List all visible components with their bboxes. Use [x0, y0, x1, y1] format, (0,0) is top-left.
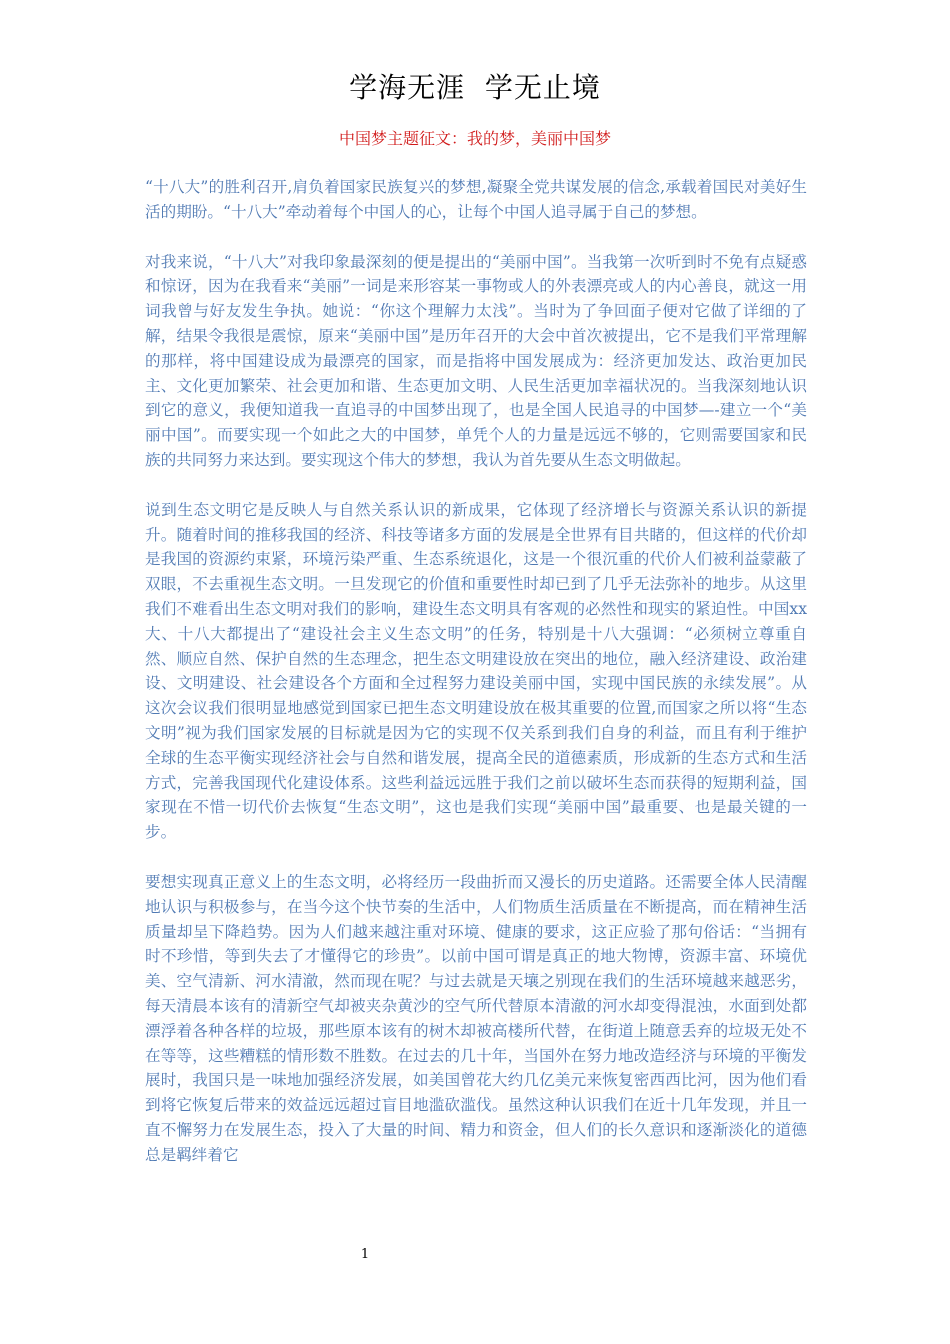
paragraph: 对我来说，“十八大”对我印象最深刻的便是提出的“美丽中国”。当我第一次听到时不免有点疑惑和惊讶，因为在我看来“美丽”一词是来形容某一事物或人的外表漂亮或人的内心善良，就这一用词我曾与好友发生争执。她说：“你这个理解力太浅”。当时为了争回面子便对它做了详细的了解，结果令我很是震惊，原来“美丽中国”是历年召开的大会中首次被提出，它不是我们平常理解的那样，将中国建设成为最漂亮的国家，而是指将中国发展成为：经济更加发达、政治更加民主、文化更加繁荣、社会更加和谐、生态更加文明、人民生活更加幸福状况的。当我深刻地认识到它的意义，我便知道我一直追寻的中国梦出现了，也是全国人民追寻的中国梦—-建立一个“美丽中国”。而要实现一个如此之大的中国梦，单凭个人的力量是远远不够的，它则需要国家和民族的共同努力来达到。要实现这个伟大的梦想，我认为首先要从生态文明做起。 [145, 252, 807, 469]
paragraph: “十八大”的胜利召开,肩负着国家民族复兴的梦想,凝聚全党共谋发展的信念,承载着国民对美好生活的期盼。“十八大”牵动着每个中国人的心，让每个中国人追寻属于自己的梦想。 [145, 178, 807, 221]
document-body [145, 175, 807, 1192]
page-number: 1 [360, 1247, 370, 1262]
document-title: 中国梦主题征文：我的梦，美丽中国梦 [338, 129, 611, 148]
header-title: 学海无涯 学无止境 [349, 71, 601, 104]
paragraph: 要想实现真正意义上的生态文明，必将经历一段曲折而又漫长的历史道路。还需要全体人民清醒地认识与积极参与，在当今这个快节奏的生活中，人们物质生活质量在不断提高，而在精神生活质量却呈下降趋势。因为人们越来越注重对环境、健康的要求，这正应验了那句俗话：“当拥有时不珍惜，等到失去了才懂得它的珍贵”。以前中国可谓是真正的地大物博，资源丰富、环境优美、空气清新、河水清澈，然而现在呢？与过去就是天壤之别现在我们的生活环境越来越恶劣，每天清晨本该有的清新空气却被夹杂黄沙的空气所代替原本清澈的河水却变得混浊，水面到处都漂浮着各种各样的垃圾，那些原本该有的树木却被高楼所代替，在街道上随意丢弃的垃圾无处不在等等，这些糟糕的情形数不胜数。在过去的几十年，当国外在努力地改造经济与环境的平衡发展时，我国只是一味地加强经济发展，如美国曾花大约几亿美元来恢复密西西比河，因为他们看到将它恢复后带来的效益远远超过盲目地滥砍滥伐。虽然这种认识我们在近十几年发现，并且一直不懈努力在发展生态，投入了大量的时间、精力和资金，但人们的长久意识和逐渐淡化的道德总是羁绊着它 [145, 872, 807, 1164]
paragraph: 说到生态文明它是反映人与自然关系认识的新成果，它体现了经济增长与资源关系认识的新提升。随着时间的推移我国的经济、科技等诸多方面的发展是全世界有目共睹的，但这样的代价却是我国的资源约束紧，环境污染严重、生态系统退化，这是一个很沉重的代价人们被利益蒙蔽了双眼，不去重视生态文明。一旦发现它的价值和重要性时却已到了几乎无法弥补的地步。从这里我们不难看出生态文明对我们的影响，建设生态文明具有客观的必然性和现实的紧迫性。中国xx大、十八大都提出了“建设社会主义生态文明”的任务，特别是十八大强调：“必须树立尊重自然、顺应自然、保护自然的生态理念，把生态文明建设放在突出的地位，融入经济建设、政治建设、文明建设、社会建设各个方面和全过程努力建设美丽中国，实现中国民族的永续发展”。从这次会议我们很明显地感觉到国家已把生态文明建设放在极其重要的位置,而国家之所以将“生态文明”视为我们国家发展的目标就是因为它的实现不仅关系到我们自身的利益，而且有利于维护全球的生态平衡实现经济社会与自然和谐发展，提高全民的道德素质，形成新的生态方式和生活方式，完善我国现代化建设体系。这些利益远远胜于我们之前以破坏生态而获得的短期利益，国家现在不惜一切代价去恢复“生态文明”，这也是我们实现“美丽中国”最重要、也是最关键的一步。 [145, 500, 807, 842]
